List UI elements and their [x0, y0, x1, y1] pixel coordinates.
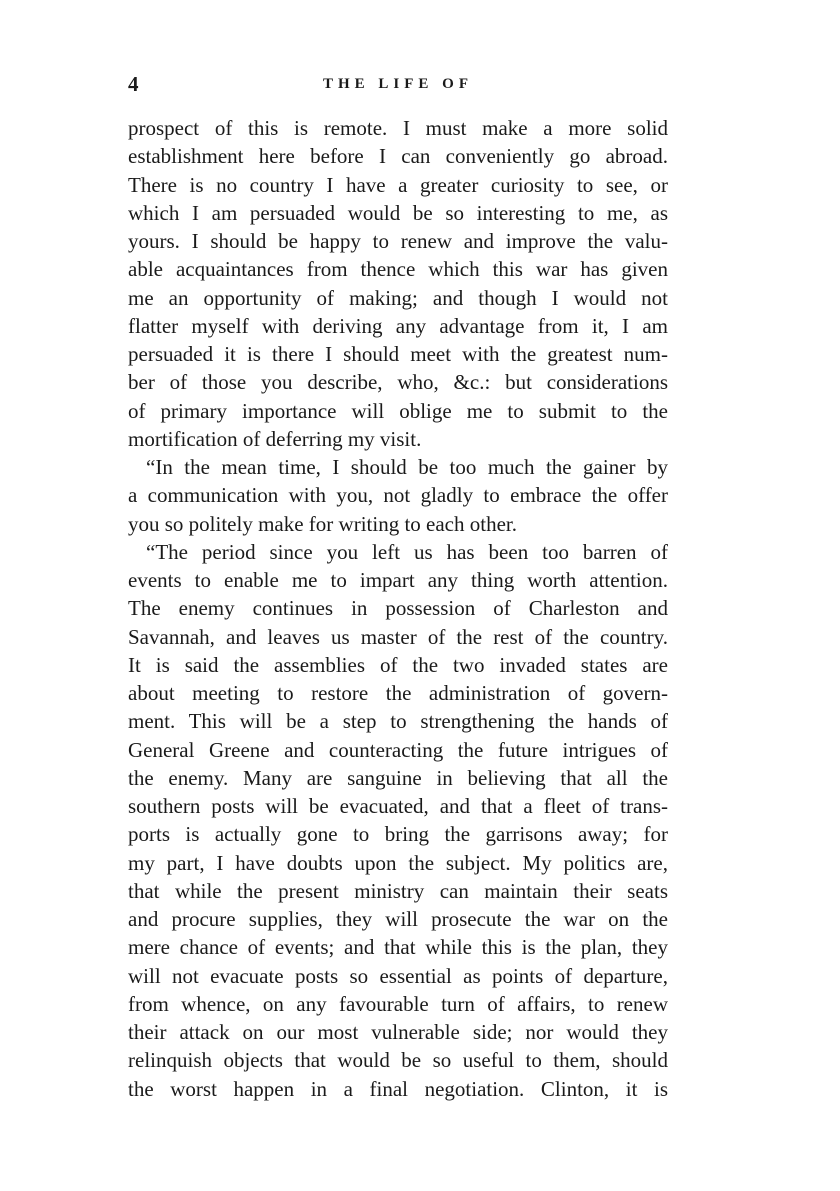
- page-number: 4: [128, 72, 139, 96]
- text-line: their attack on our most vulnerable side; nor would they: [128, 1020, 668, 1044]
- text-line: able acquaintances from thence which this war has given: [128, 257, 668, 282]
- text-line: southern posts will be evacuated, and that a fleet of trans-: [128, 794, 668, 818]
- text-line: my part, I have doubts upon the subject. My politics are,: [128, 850, 668, 875]
- text-line: me an opportunity of making; and though I would not: [128, 285, 668, 310]
- text-line: Savannah, and leaves us master of the rest of the country.: [128, 624, 668, 649]
- text-line: a communication with you, not gladly to embrace the offer: [128, 483, 668, 508]
- text-line: establishment here before I can conveniently go abroad.: [128, 144, 668, 169]
- text-line: It is said the assemblies of the two invaded states are: [128, 652, 668, 677]
- text-line: flatter myself with deriving any advantage from it, I am: [128, 313, 668, 338]
- text-line: about meeting to restore the administration of govern-: [128, 681, 668, 705]
- running-head: [128, 72, 668, 102]
- text-line: prospect of this is remote. I must make a more solid: [128, 116, 668, 140]
- text-line: will not evacuate posts so essential as points of departure,: [128, 963, 668, 988]
- text-line: There is no country I have a greater curiosity to see, or: [128, 172, 668, 197]
- running-title: THE LIFE OF: [322, 76, 474, 92]
- text-line: General Greene and counteracting the future intrigues of: [128, 737, 668, 762]
- text-line: “In the mean time, I should be too much the gainer by: [146, 455, 668, 479]
- text-line: the enemy. Many are sanguine in believing that all the: [128, 765, 668, 790]
- paragraph: [128, 453, 668, 538]
- text-line: The enemy continues in possession of Charleston and: [128, 596, 668, 621]
- paragraph: [128, 538, 668, 1103]
- text-line: ment. This will be a step to strengthening the hands of: [128, 709, 668, 734]
- text-line: mere chance of events; and that while this is the plan, they: [128, 935, 668, 960]
- text-line: ports is actually gone to bring the garrisons away; for: [128, 822, 668, 847]
- text-line: events to enable me to impart any thing worth attention.: [128, 568, 668, 592]
- text-line: that while the present ministry can maintain their seats: [128, 878, 668, 903]
- text-line: persuaded it is there I should meet with the greatest num-: [128, 342, 668, 366]
- text-line: and procure supplies, they will prosecute the war on the: [128, 907, 668, 931]
- text-line: mortification of deferring my visit.: [128, 426, 422, 451]
- text-line: which I am persuaded would be so interesting to me, as: [128, 200, 668, 225]
- text-line: of primary importance will oblige me to submit to the: [128, 398, 668, 423]
- text-line: yours. I should be happy to renew and improve the valu-: [128, 229, 668, 253]
- text-line: from whence, on any favourable turn of affairs, to renew: [128, 991, 668, 1016]
- body-text: [128, 114, 668, 1103]
- text-line: relinquish objects that would be so useful to them, should: [128, 1048, 668, 1073]
- text-line: you so politely make for writing to each other.: [128, 511, 517, 536]
- paragraph: [128, 114, 668, 453]
- text-line: ber of those you describe, who, &c.: but considerations: [128, 370, 668, 395]
- text-line: “The period since you left us has been too barren of: [146, 539, 668, 564]
- text-line: the worst happen in a final negotiation. Clinton, it is: [128, 1076, 668, 1101]
